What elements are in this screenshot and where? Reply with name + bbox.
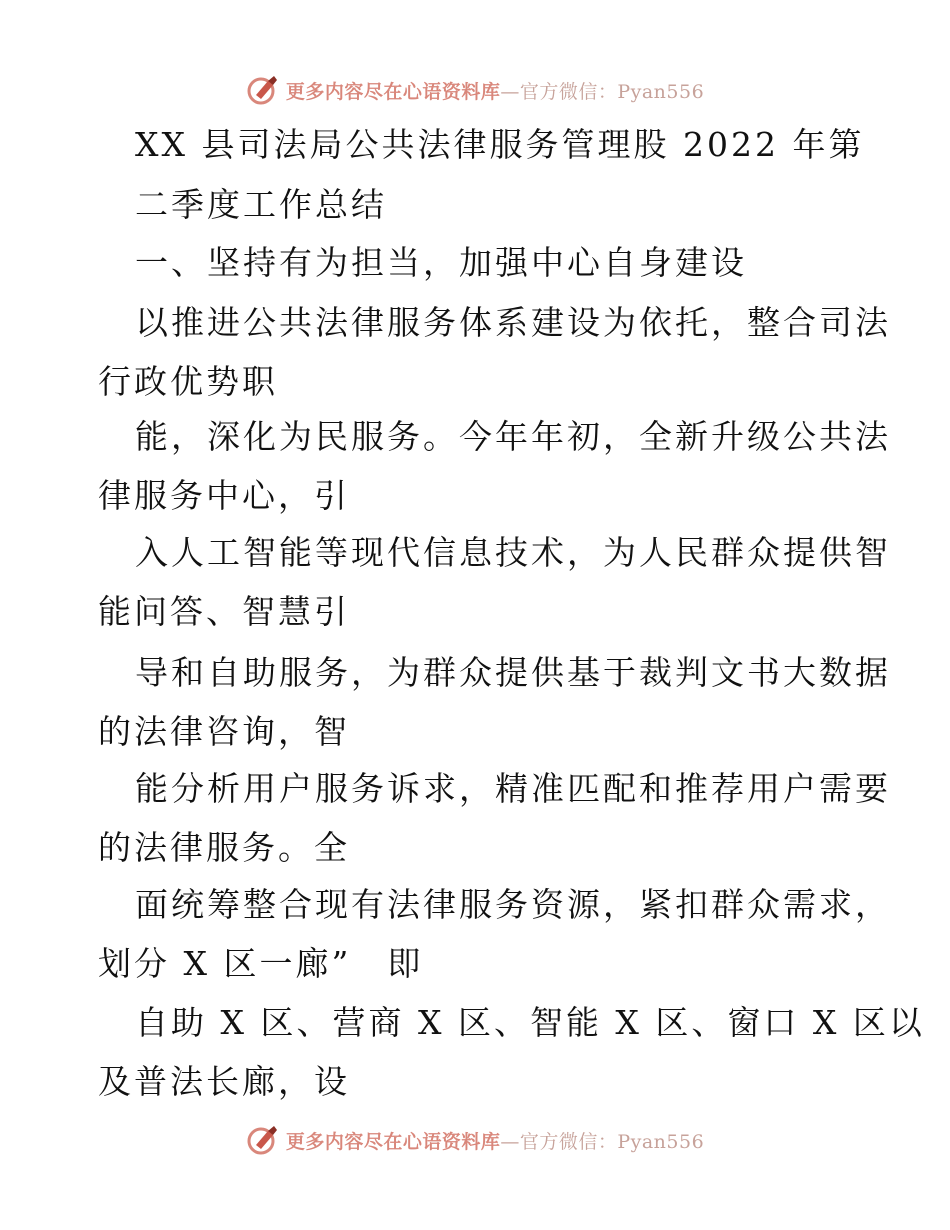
paragraph-line: 以推进公共法律服务体系建设为依托，整合司法 xyxy=(135,303,891,342)
paragraph-line: 自助 X 区、营商 X 区、智能 X 区、窗口 X 区以 xyxy=(135,1003,925,1042)
paragraph-line: 入人工智能等现代信息技术，为人民群众提供智 xyxy=(135,533,891,572)
watermark-footer xyxy=(0,1120,950,1160)
section-heading-1: 一、坚持有为担当，加强中心自身建设 xyxy=(135,243,747,282)
paragraph-line: 律服务中心，引 xyxy=(98,476,350,515)
watermark-text: 更多内容尽在心语资料库—官方微信：Pyan556 xyxy=(285,1130,705,1153)
pen-nib-logo-icon xyxy=(246,73,280,107)
paragraph-line: 面统筹整合现有法律服务资源，紧扣群众需求， xyxy=(135,885,891,924)
watermark-text: 更多内容尽在心语资料库—官方微信：Pyan556 xyxy=(285,80,705,103)
watermark-content xyxy=(246,1123,704,1157)
paragraph-line: 及普法长廊，设 xyxy=(98,1062,350,1101)
watermark-header xyxy=(0,70,950,110)
paragraph-line: 划分 X 区一廊” 即 xyxy=(98,944,424,983)
paragraph-line: 能，深化为民服务。今年年初，全新升级公共法 xyxy=(135,417,891,456)
paragraph-line: 导和自助服务，为群众提供基于裁判文书大数据 xyxy=(135,653,891,692)
paragraph-line: 的法律服务。全 xyxy=(98,828,350,867)
paragraph-line: 行政优势职 xyxy=(98,362,278,401)
pen-nib-logo-icon xyxy=(246,1123,280,1157)
title-line-1: XX 县司法局公共法律服务管理股 2022 年第 xyxy=(135,125,865,164)
paragraph-line: 能问答、智慧引 xyxy=(98,592,350,631)
title-line-2: 二季度工作总结 xyxy=(135,185,387,224)
watermark-content xyxy=(246,73,704,107)
paragraph-line: 能分析用户服务诉求，精准匹配和推荐用户需要 xyxy=(135,769,891,808)
paragraph-line: 的法律咨询，智 xyxy=(98,712,350,751)
